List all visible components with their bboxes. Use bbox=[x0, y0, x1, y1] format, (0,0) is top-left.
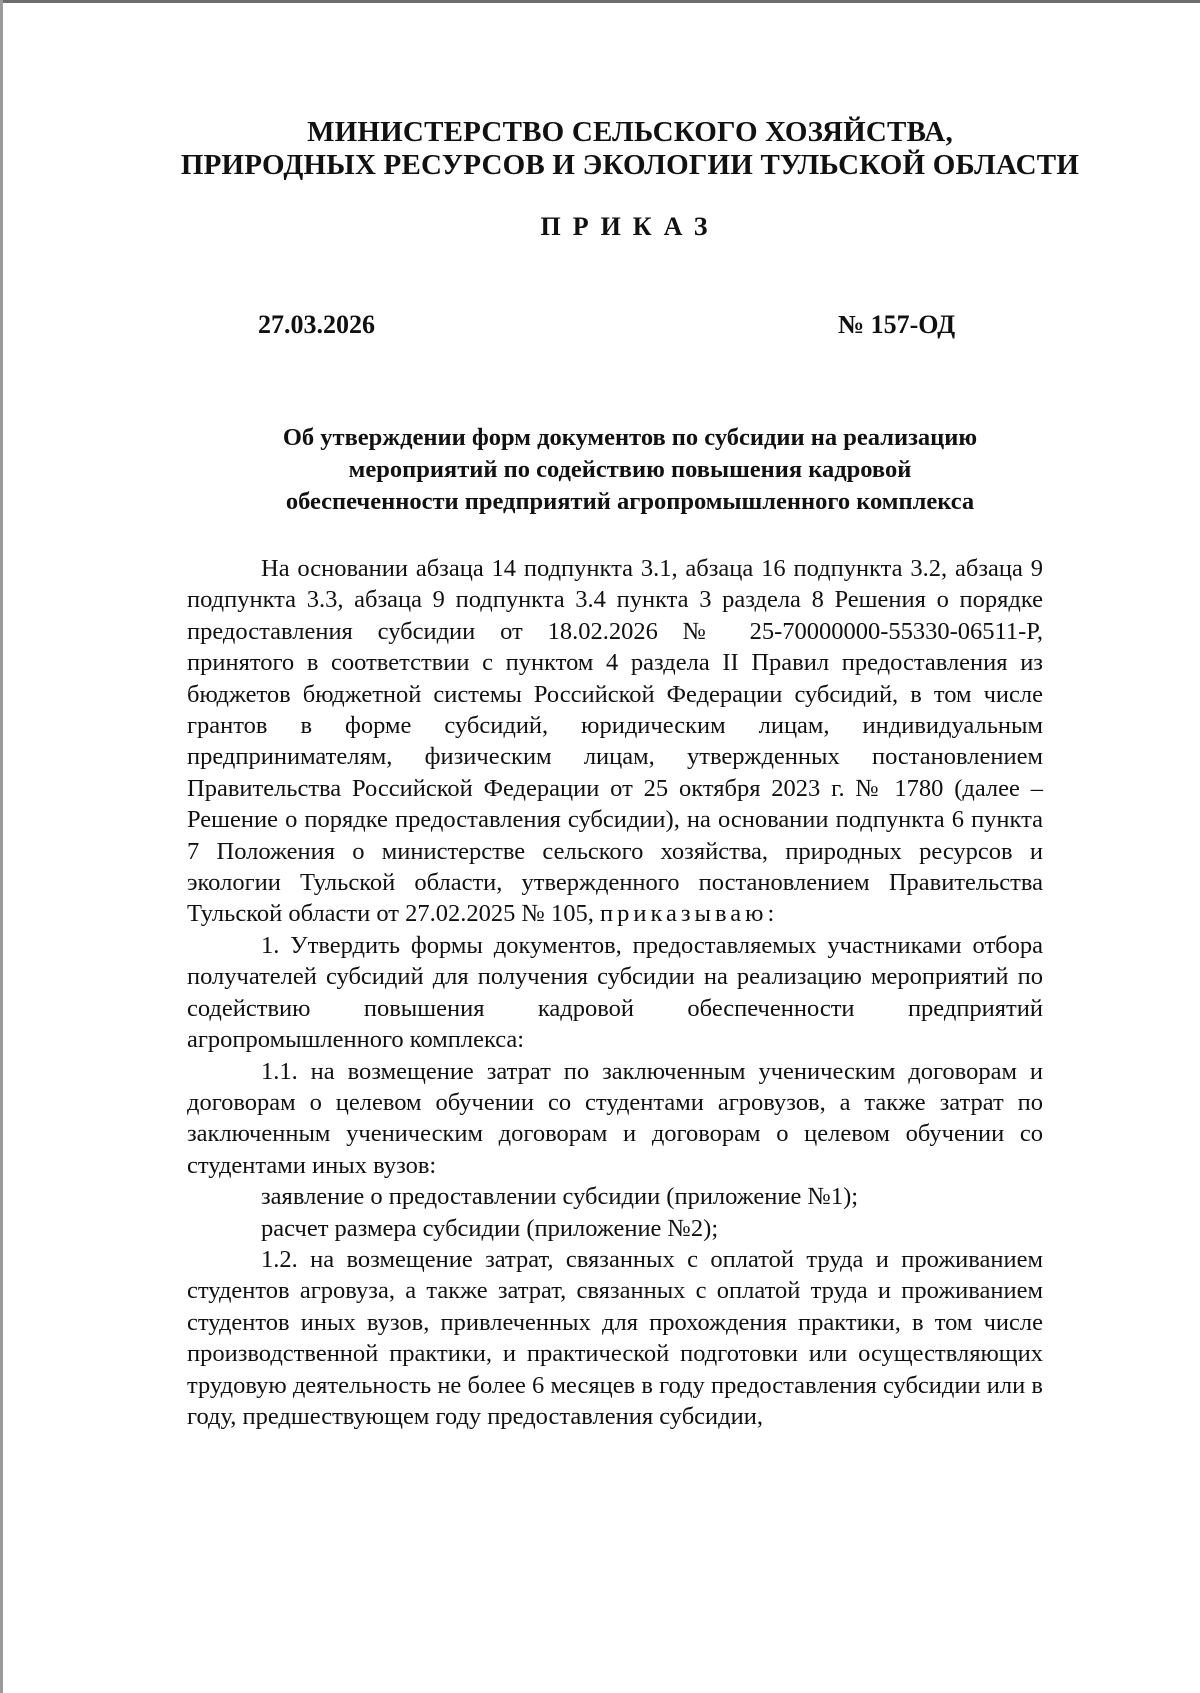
document-type: ПРИКАЗ bbox=[540, 212, 720, 241]
order-subject bbox=[190, 422, 1070, 518]
scan-edge-left bbox=[0, 0, 3, 1693]
item-1-1-calculation-form: расчет размера субсидии (приложение №2); bbox=[261, 1214, 719, 1242]
item-1-paragraph: 1. Утвердить формы документов, предоставляемых участниками отбора получателей субсидий для получения субсидии на реализацию мероприятий по содействию повышения кадровой обеспеченности предприятий агропромышленного комплекса: bbox=[187, 931, 1043, 1054]
order-word: приказываю: bbox=[600, 900, 779, 928]
ministry-line-2: ПРИРОДНЫХ РЕСУРСОВ И ЭКОЛОГИИ ТУЛЬСКОЙ ОБЛАСТИ bbox=[180, 149, 1080, 181]
subject-line-1: Об утверждении форм документов по субсидии на реализацию bbox=[282, 424, 978, 451]
order-date: 27.03.2026 bbox=[258, 310, 375, 339]
subject-line-2: мероприятий по содействию повышения кадровой bbox=[348, 456, 912, 483]
ministry-name bbox=[150, 116, 1110, 182]
scan-edge-top bbox=[0, 0, 1200, 3]
item-1-2-paragraph: 1.2. на возмещение затрат, связанных с оплатой труда и проживанием студентов агровуза, а также затрат, связанных с оплатой труда и проживанием студентов иных вузов, привлеченных для прохождения практики, в том числе производственной практики, и практической подготовки или осуществляющих трудовую деятельность не более 6 месяцев в году предоставления субсидии или в году, предшествующем году предоставления субсидии, bbox=[187, 1245, 1043, 1430]
item-1-1-application-form: заявление о предоставлении субсидии (приложение №1); bbox=[261, 1183, 859, 1211]
subject-line-3: обеспеченности предприятий агропромышленного комплекса bbox=[285, 488, 975, 515]
order-body bbox=[187, 553, 1043, 1432]
item-1-1-paragraph: 1.1. на возмещение затрат по заключенным ученическим договорам и договорам о целевом обучении со студентами агровузов, а также затрат по заключенным ученическим договорам и договорам о целевом обучении со студентами иных вузов: bbox=[187, 1057, 1043, 1179]
preamble-paragraph bbox=[187, 553, 1043, 930]
preamble-text: На основании абзаца 14 подпункта 3.1, абзаца 16 подпункта 3.2, абзаца 9 подпункта 3.3, абзаца 9 подпункта 3.4 пункта 3 раздела 8 Решения о порядке предоставления субсидии от 18.02.2026 № 25-70000000-55330-06511-Р, принятого в соответствии с пунктом 4 раздела II Правил предоставления из бюджетов бюджетной системы Российской Федерации субсидий, в том числе грантов в форме субсидий, юридическим лицам, индивидуальным предпринимателям, физическим лицам, утвержденных постановлением Правительства Российской Федерации от 25 октября 2023 г. № 1780 (далее – Решение о порядке предоставления субсидии), на основании подпункта 6 пункта 7 Положения о министерстве сельского хозяйства, природных ресурсов и экологии Тульской области, утвержденного постановлением Правительства Тульской области от 27.02.2025 № 105, bbox=[187, 555, 1043, 928]
ministry-line-1: МИНИСТЕРСТВО СЕЛЬСКОГО ХОЗЯЙСТВА, bbox=[307, 116, 953, 148]
order-number: № 157-ОД bbox=[838, 310, 956, 339]
